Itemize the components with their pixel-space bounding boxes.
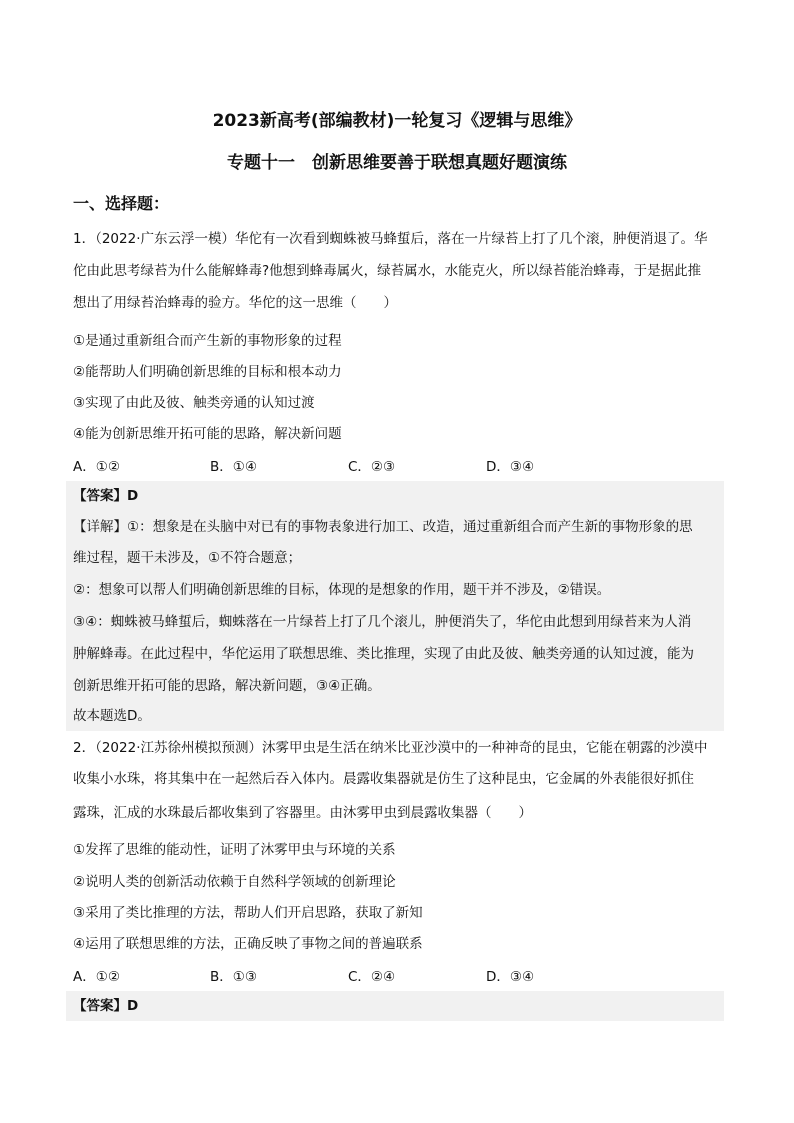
question-1-option-d: D．③④ bbox=[486, 459, 535, 475]
question-2-stem-line-2: 收集小水珠，将其集中在一起然后吞入体内。晨露收集器就是仿生了这种昆虫，它金属的外表能很好抓住 bbox=[73, 771, 694, 787]
question-2-option-b: B．①③ bbox=[210, 969, 257, 985]
question-2-stem-line-3: 露珠，汇成的水珠最后都收集到了容器里。由沐雾甲虫到晨露收集器（ ） bbox=[73, 805, 532, 821]
question-2-statement-1: ①发挥了思维的能动性，证明了沐雾甲虫与环境的关系 bbox=[73, 842, 396, 858]
question-1-detail-line-4: ③④：蜘蛛被马蜂蜇后，蜘蛛落在一片绿苔上打了几个滚儿，肿便消失了，华佗由此想到用绿苔来为人消 bbox=[73, 614, 692, 630]
question-1-detail-line-3: ②：想象可以帮人们明确创新思维的目标，体现的是想象的作用，题干并不涉及，②错误。 bbox=[73, 582, 611, 598]
question-2-statement-4: ④运用了联想思维的方法，正确反映了事物之间的普遍联系 bbox=[73, 936, 423, 952]
document-title: 2023新高考(部编教材)一轮复习《逻辑与思维》 bbox=[212, 111, 582, 131]
question-1-stem-line-2: 佗由此思考绿苔为什么能解蜂毒?他想到蜂毒属火，绿苔属水，水能克火，所以绿苔能治蜂毒，于是据此推 bbox=[73, 263, 702, 279]
question-1-option-b: B．①④ bbox=[210, 459, 257, 475]
section-title: 一、选择题： bbox=[73, 194, 170, 213]
question-1-statement-3: ③实现了由此及彼、触类旁通的认知过渡 bbox=[73, 395, 315, 411]
question-1-stem-line-3: 想出了用绿苔治蜂毒的验方。华佗的这一思维（ ） bbox=[73, 295, 397, 311]
question-1-detail-line-5: 肿解蜂毒。在此过程中，华佗运用了联想思维、类比推理，实现了由此及彼、触类旁通的认知过渡，能为 bbox=[73, 646, 694, 662]
question-1-option-c: C．②③ bbox=[348, 459, 396, 475]
question-1-detail-line-1: 【详解】①：想象是在头脑中对已有的事物表象进行加工、改造，通过重新组合而产生新的事物形象的思 bbox=[73, 519, 693, 535]
question-1-stem-line-1: 1．（2022·广东云浮一模）华佗有一次看到蜘蛛被马蜂蜇后，落在一片绿苔上打了几个滚，肿便消退了。华 bbox=[73, 231, 708, 247]
question-2-answer-block bbox=[66, 991, 724, 1021]
question-2-statement-3: ③采用了类比推理的方法，帮助人们开启思路，获取了新知 bbox=[73, 905, 423, 921]
question-2-option-c: C．②④ bbox=[348, 969, 396, 985]
question-1-detail-line-6: 创新思维开拓可能的思路，解决新问题，③④正确。 bbox=[73, 678, 381, 694]
question-1-statement-1: ①是通过重新组合而产生新的事物形象的过程 bbox=[73, 333, 342, 349]
question-1-option-a: A．①② bbox=[73, 459, 120, 475]
question-1-detail-line-2: 维过程，题干未涉及，①不符合题意； bbox=[73, 550, 302, 566]
question-1-answer: 【答案】D bbox=[73, 488, 139, 504]
question-2-option-a: A．①② bbox=[73, 969, 120, 985]
document-subtitle: 专题十一 创新思维要善于联想真题好题演练 bbox=[227, 153, 567, 173]
question-2-option-d: D．③④ bbox=[486, 969, 535, 985]
question-2-answer: 【答案】D bbox=[73, 998, 139, 1014]
question-1-statement-2: ②能帮助人们明确创新思维的目标和根本动力 bbox=[73, 364, 342, 380]
question-2-statement-2: ②说明人类的创新活动依赖于自然科学领域的创新理论 bbox=[73, 874, 396, 890]
question-2-stem-line-1: 2．（2022·江苏徐州模拟预测）沐雾甲虫是生活在纳米比亚沙漠中的一种神奇的昆虫，它能在朝露的沙漠中 bbox=[73, 740, 708, 756]
question-1-detail-line-7: 故本题选D。 bbox=[73, 708, 151, 724]
question-1-statement-4: ④能为创新思维开拓可能的思路，解决新问题 bbox=[73, 426, 342, 442]
